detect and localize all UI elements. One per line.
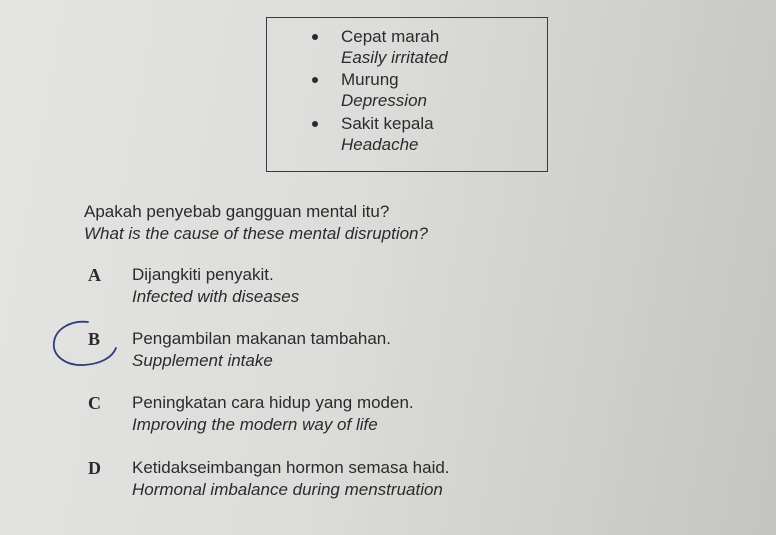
bullet-icon: [312, 121, 318, 127]
option-en: Improving the modern way of life: [132, 415, 378, 434]
symptom-box: [266, 17, 548, 172]
option-letter: C: [88, 393, 101, 413]
option-letter: B: [88, 329, 101, 349]
answer-circle-mark: [48, 314, 120, 372]
option-text: [132, 328, 391, 372]
option-en: Supplement intake: [132, 351, 273, 370]
option-letter: A: [88, 265, 101, 285]
symptom-ms: Cepat marah: [341, 27, 440, 46]
option-en: Infected with diseases: [132, 287, 300, 306]
symptom-ms: Sakit kepala: [341, 114, 434, 133]
question-en: What is the cause of these mental disruption?: [84, 224, 428, 243]
bullet-icon: [312, 34, 318, 40]
option-ms: Peningkatan cara hidup yang moden.: [132, 393, 414, 412]
option-text: [132, 392, 414, 436]
option-ms: Dijangkiti penyakit.: [132, 265, 274, 284]
option-ms: Pengambilan makanan tambahan.: [132, 329, 391, 348]
bullet-icon: [312, 77, 318, 83]
symptom-item: [341, 69, 427, 111]
option-en: Hormonal imbalance during menstruation: [132, 480, 443, 499]
symptom-item: [341, 26, 448, 68]
symptom-en: Easily irritated: [341, 48, 448, 67]
symptom-en: Depression: [341, 91, 427, 110]
question-ms: Apakah penyebab gangguan mental itu?: [84, 202, 390, 221]
option-ms: Ketidakseimbangan hormon semasa haid.: [132, 458, 450, 477]
symptom-ms: Murung: [341, 70, 399, 89]
option-letter: D: [88, 458, 101, 478]
option-text: [132, 264, 299, 308]
symptom-en: Headache: [341, 135, 419, 154]
question: [84, 201, 428, 245]
option-text: [132, 457, 450, 501]
symptom-item: [341, 113, 434, 155]
